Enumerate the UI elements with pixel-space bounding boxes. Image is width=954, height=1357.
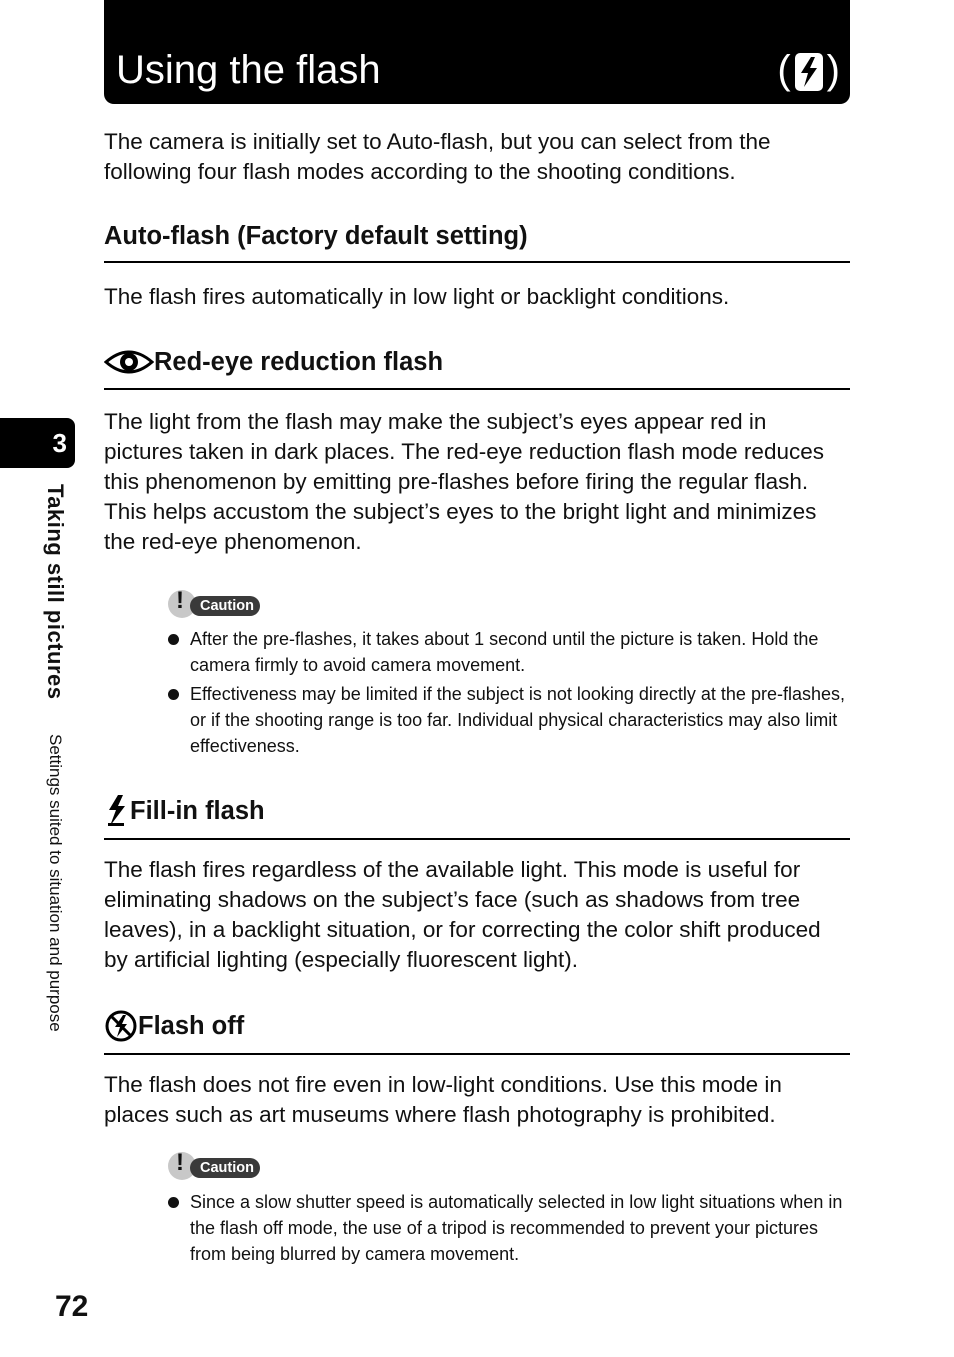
title-bar xyxy=(104,0,850,104)
caution-badge: ! Caution xyxy=(168,1152,266,1180)
eye-icon xyxy=(104,346,154,378)
caution-icon: ! xyxy=(168,590,196,618)
red-eye-caution-list xyxy=(168,626,850,762)
page-title: Using the flash xyxy=(116,48,381,92)
flash-off-caution-list xyxy=(168,1189,850,1270)
chapter-subtitle: Settings suited to situation and purpose xyxy=(46,733,65,1032)
chapter-title: Taking still pictures xyxy=(43,484,68,700)
flash-icon xyxy=(104,794,130,828)
list-item: After the pre-flashes, it takes about 1 second until the picture is taken. Hold the camera firmly to avoid camera movement. xyxy=(168,626,850,678)
intro-paragraph: The camera is initially set to Auto-flash, but you can select from the following four flash modes according to the shooting conditions. xyxy=(104,129,771,184)
chapter-side-label xyxy=(42,484,68,1032)
red-eye-body: The light from the flash may make the subject’s eyes appear red in pictures taken in dark places. The red-eye reduction flash mode reduces this phenomenon by emitting pre-flashes before firing the regular flash. This helps accustom the subject’s eyes to the bright light and minimizes the red-eye phenomenon. xyxy=(104,409,824,554)
fill-in-heading: Fill-in flash xyxy=(104,794,850,840)
page-number: 72 xyxy=(55,1290,89,1323)
auto-flash-heading: Auto-flash (Factory default setting) xyxy=(104,222,850,263)
red-eye-heading: Red-eye reduction flash xyxy=(104,346,850,390)
list-item: Effectiveness may be limited if the subject is not looking directly at the pre-flashes, or if the shooting range is too far. Individual physical characteristics may also limit effectiveness. xyxy=(168,681,850,759)
chapter-tab: 3 xyxy=(0,418,75,468)
list-item: Since a slow shutter speed is automatically selected in low light situations when in the flash off mode, the use of a tripod is recommended to prevent your pictures from being blurred by camera movement. xyxy=(168,1189,850,1267)
flash-mode-icon xyxy=(795,53,823,91)
caution-badge: ! Caution xyxy=(168,590,266,618)
fill-in-body: The flash fires regardless of the available light. This mode is useful for eliminating shadows on the subject’s face (such as shadows from tree leaves), in a backlight situation, or for correcting the color shift produced by artificial lighting (especially fluorescent light). xyxy=(104,857,821,972)
caution-icon: ! xyxy=(168,1152,196,1180)
flash-off-heading: Flash off xyxy=(104,1009,850,1055)
flash-off-icon xyxy=(104,1009,138,1043)
auto-flash-body: The flash fires automatically in low light or backlight conditions. xyxy=(104,284,730,309)
title-flash-symbol: ( ) xyxy=(777,48,840,92)
flash-off-body: The flash does not fire even in low-light conditions. Use this mode in places such as art museums where flash photography is prohibited. xyxy=(104,1072,782,1127)
